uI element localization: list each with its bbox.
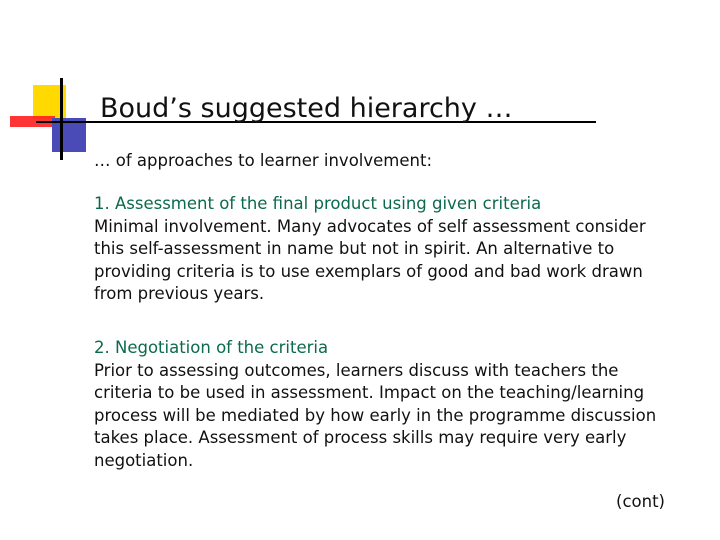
section-body: Prior to assessing outcomes, learners discuss with teachers the criteria to be used in assessment. Impact on the teaching/learning process will be mediated by how early in the programme discussion takes place. Assessment of process skills may require very early negotiation.	[94, 360, 657, 470]
section-negotiation	[94, 337, 674, 472]
continuation-label: (cont)	[616, 492, 665, 511]
slide-subtitle: … of approaches to learner involvement:	[94, 151, 433, 170]
section-heading: 2. Negotiation of the criteria	[94, 338, 329, 357]
section-heading: 1. Assessment of the final product using given criteria	[94, 194, 542, 213]
slide-title: Boud’s suggested hierarchy …	[100, 93, 513, 124]
section-body: Minimal involvement. Many advocates of self assessment consider this self-assessment in name but not in spirit. An alternative to providing criteria is to use exemplars of good and bad work drawn from previous years.	[94, 216, 646, 303]
decorative-vertical-line	[60, 78, 63, 160]
section-final-product	[94, 193, 674, 306]
decorative-blue-square	[52, 118, 86, 152]
